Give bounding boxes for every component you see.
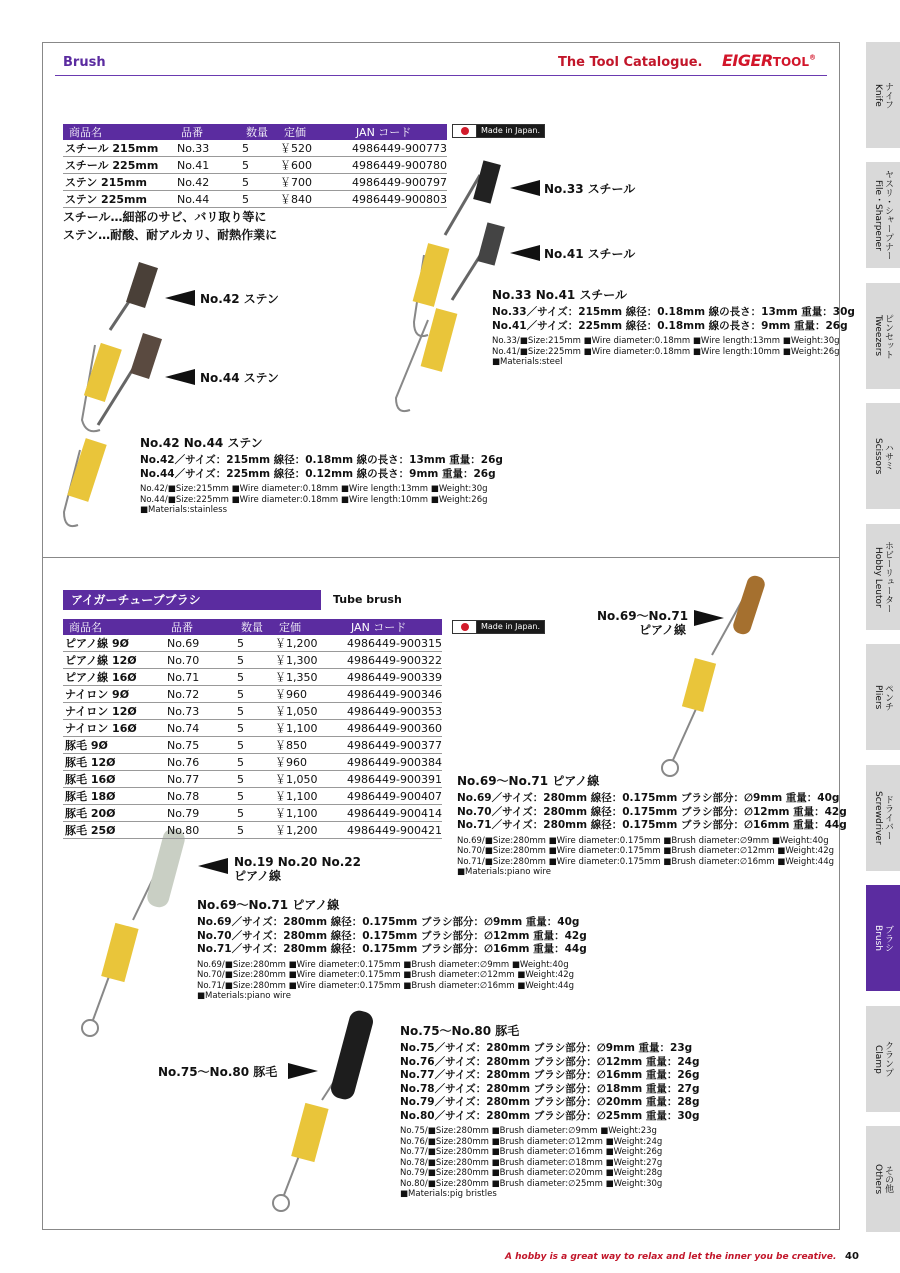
quantity: 5 — [240, 157, 278, 174]
tab-label-en: Pliers — [873, 684, 883, 710]
price: ￥1,050 — [273, 703, 345, 720]
arrow-icon — [165, 369, 195, 385]
item-number: No.42 — [175, 174, 240, 191]
table-row — [63, 805, 442, 822]
price: ￥960 — [273, 754, 345, 771]
quantity: 5 — [235, 771, 273, 788]
tab-label-en: Tweezers — [873, 315, 883, 357]
price: ￥1,100 — [273, 720, 345, 737]
callout-no42: No.42 ステン — [200, 292, 279, 306]
japan-flag-icon — [453, 621, 477, 633]
item-number: No.76 — [165, 754, 235, 771]
spec-block-stainless: No.42 No.44 ステン No.42／サイズ：215mm 線径：0.18mm 線の長さ：13mm 重量：26g No.44／サイズ：225mm 線径：0.12mm 線の長さ：9mm 重量：26g No.42/■Size:215mm ■Wire diameter:0.18mm ■Wire length:13mm ■Weight:30g No.44/■Size:225mm ■Wire diameter:0.18mm ■Wire length:10mm ■Weight:26g ■Materials:stainless — [140, 436, 503, 515]
table-row — [63, 771, 442, 788]
tab-label-ja: ピンセット — [883, 313, 893, 359]
tube-brush-pig-bristle-image — [273, 1008, 375, 1211]
jan-code: 4986449-900773 — [352, 141, 447, 155]
quantity: 5 — [235, 703, 273, 720]
product-table-tube-brush — [63, 619, 442, 839]
product-name: スチール 215mm — [63, 140, 175, 157]
price: ￥850 — [273, 737, 345, 754]
column-header: 商品名 — [63, 124, 175, 140]
price: ￥520 — [278, 140, 350, 157]
table-row — [63, 652, 442, 669]
tab-label-en: Knife — [873, 83, 883, 107]
table-row — [63, 788, 442, 805]
tube-brush-piano-wire-image — [662, 574, 767, 776]
jan-code: 4986449-900384 — [347, 755, 442, 769]
price: ￥700 — [278, 174, 350, 191]
table-row — [63, 822, 442, 839]
jan-code: 4986449-900780 — [352, 158, 447, 172]
column-header: JAN コード — [345, 619, 442, 635]
tab-label-ja: クランプ — [883, 1041, 893, 1077]
item-number: No.77 — [165, 771, 235, 788]
product-name: ステン 225mm — [63, 191, 175, 208]
table-row — [63, 737, 442, 754]
product-name: 豚毛 20Ø — [63, 805, 165, 822]
price: ￥1,350 — [273, 669, 345, 686]
table-row — [63, 754, 442, 771]
product-name: ナイロン 9Ø — [63, 686, 165, 703]
arrow-icon — [694, 610, 724, 626]
product-name: ピアノ線 9Ø — [63, 635, 165, 652]
quantity: 5 — [235, 720, 273, 737]
price: ￥1,300 — [273, 652, 345, 669]
arrow-icon — [198, 858, 228, 874]
jan-code: 4986449-900322 — [347, 653, 442, 667]
table-row — [63, 720, 442, 737]
jan-code: 4986449-900391 — [347, 772, 442, 786]
table-row — [63, 635, 442, 652]
quantity: 5 — [235, 805, 273, 822]
callout-no41: No.41 スチール — [544, 247, 636, 261]
price: ￥1,100 — [273, 805, 345, 822]
usage-description-stainless: ステン…耐酸、耐アルカリ、耐熱作業に — [63, 228, 278, 242]
tab-label-ja: ブラシ — [883, 924, 893, 952]
tube-brush-section-subtitle: Tube brush — [333, 593, 402, 606]
tab-label-en: File・Sharpener — [873, 179, 883, 251]
price: ￥1,100 — [273, 788, 345, 805]
price: ￥960 — [273, 686, 345, 703]
price: ￥840 — [278, 191, 350, 208]
tab-label-ja: ヤスリ・シャープナー — [883, 170, 893, 260]
product-name: 豚毛 18Ø — [63, 788, 165, 805]
page-number: 40 — [845, 1251, 859, 1262]
tab-label-en: Clamp — [873, 1044, 883, 1074]
jan-code: 4986449-900414 — [347, 806, 442, 820]
quantity: 5 — [235, 686, 273, 703]
jan-code: 4986449-900346 — [347, 687, 442, 701]
brand-logo: EIGERTOOL® — [722, 51, 816, 70]
tab-hobby-leutor[interactable] — [866, 524, 900, 630]
quantity: 5 — [240, 174, 278, 191]
product-name: ステン 215mm — [63, 174, 175, 191]
quantity: 5 — [240, 140, 278, 157]
product-name: ピアノ線 16Ø — [63, 669, 165, 686]
jan-code: 4986449-900803 — [352, 192, 447, 206]
tab-label-ja: ホビーリューター — [883, 541, 893, 613]
tab-label-ja: ドライバー — [883, 795, 893, 841]
item-number: No.78 — [165, 788, 235, 805]
price: ￥1,200 — [273, 822, 345, 839]
item-number: No.33 — [175, 140, 240, 157]
tab-label-en: Others — [873, 1163, 883, 1195]
made-in-japan-badge: Made in Japan. — [452, 124, 545, 138]
catalogue-title: The Tool Catalogue. — [558, 55, 703, 70]
tab-pliers[interactable] — [866, 644, 900, 750]
spec-block-piano-wire-right: No.69～No.71 ピアノ線 No.69／サイズ：280mm 線径：0.175mm ブラシ部分：∅9mm 重量：40g No.70／サイズ：280mm 線径：0.175mm ブラシ部分：∅12mm 重量：42g No.71／サイズ：280mm 線径：0.175mm ブラシ部分：∅16mm 重量：44g No.69/■Size:280mm ■Wire diameter:0.175mm ■Brush diameter:∅9mm ■Weight:40g No.70/■Size:280mm ■Wire diameter:0.175mm ■Brush diameter:∅12mm ■Weight:42g No.71/■Size:280mm ■Wire diameter:0.175mm ■Brush diameter:∅16mm ■Weight:44g ■Materials:piano wire — [457, 774, 847, 877]
product-name: ナイロン 16Ø — [63, 720, 165, 737]
column-header: 定価 — [278, 124, 350, 140]
arrow-icon — [510, 245, 540, 261]
item-number: No.44 — [175, 191, 240, 208]
item-number: No.80 — [165, 822, 235, 839]
tube-brush-nylon-image — [82, 827, 187, 1036]
quantity: 5 — [240, 191, 278, 208]
table-row — [63, 669, 442, 686]
made-in-japan-badge: Made in Japan. — [452, 620, 545, 634]
product-name: 豚毛 25Ø — [63, 822, 165, 839]
column-header: 数量 — [235, 619, 273, 635]
jan-code: 4986449-900315 — [347, 636, 442, 650]
item-number: No.75 — [165, 737, 235, 754]
product-name: スチール 225mm — [63, 157, 175, 174]
jan-code: 4986449-900339 — [347, 670, 442, 684]
product-name: 豚毛 9Ø — [63, 737, 165, 754]
item-number: No.70 — [165, 652, 235, 669]
quantity: 5 — [235, 822, 273, 839]
table-row — [63, 686, 442, 703]
item-number: No.72 — [165, 686, 235, 703]
jan-code: 4986449-900421 — [347, 823, 442, 837]
arrow-icon — [510, 180, 540, 196]
product-name: 豚毛 16Ø — [63, 771, 165, 788]
column-header: 定価 — [273, 619, 345, 635]
callout-no69-71: No.69～No.71 ピアノ線 — [597, 609, 689, 637]
column-header: 品番 — [175, 124, 240, 140]
jan-code: 4986449-900353 — [347, 704, 442, 718]
callout-no19-22: No.19 No.20 No.22 ピアノ線 — [234, 855, 361, 883]
product-name: ナイロン 12Ø — [63, 703, 165, 720]
table-row — [63, 703, 442, 720]
item-number: No.74 — [165, 720, 235, 737]
product-name: 豚毛 12Ø — [63, 754, 165, 771]
quantity: 5 — [235, 652, 273, 669]
item-number: No.73 — [165, 703, 235, 720]
column-header: 品番 — [165, 619, 235, 635]
callout-no75-80: No.75～No.80 豚毛 — [158, 1065, 278, 1079]
price: ￥1,050 — [273, 771, 345, 788]
tab-brush[interactable] — [866, 885, 900, 991]
tube-brush-section-title: アイガーチューブブラシ — [63, 590, 321, 610]
tab-tweezers[interactable] — [866, 283, 900, 389]
usage-description-steel: スチール…細部のサビ、バリ取り等に — [63, 210, 267, 224]
column-header: JAN コード — [350, 124, 447, 140]
jan-code: 4986449-900377 — [347, 738, 442, 752]
tab-file-sharpener[interactable] — [866, 162, 900, 268]
tab-scissors[interactable] — [866, 403, 900, 509]
tab-others[interactable] — [866, 1126, 900, 1232]
item-number: No.69 — [165, 635, 235, 652]
tab-screwdriver[interactable] — [866, 765, 900, 871]
wire-brush-no41-image — [396, 222, 505, 411]
callout-no33: No.33 スチール — [544, 182, 636, 196]
arrow-icon — [288, 1063, 318, 1079]
callout-no44: No.44 ステン — [200, 371, 279, 385]
quantity: 5 — [235, 754, 273, 771]
spec-block-piano-wire-left: No.69～No.71 ピアノ線 No.69／サイズ：280mm 線径：0.175mm ブラシ部分：∅9mm 重量：40g No.70／サイズ：280mm 線径：0.175mm ブラシ部分：∅12mm 重量：42g No.71／サイズ：280mm 線径：0.175mm ブラシ部分：∅16mm 重量：44g No.69/■Size:280mm ■Wire diameter:0.175mm ■Brush diameter:∅9mm ■Weight:40g No.70/■Size:280mm ■Wire diameter:0.175mm ■Brush diameter:∅12mm ■Weight:42g No.71/■Size:280mm ■Wire diameter:0.175mm ■Brush diameter:∅16mm ■Weight:44g ■Materials:piano wire — [197, 898, 587, 1001]
footer-tagline: A hobby is a great way to relax and let the inner you be creative. — [505, 1252, 837, 1262]
tab-label-ja: ハサミ — [883, 442, 893, 470]
tab-label-ja: ナイフ — [883, 81, 893, 109]
tab-knife[interactable] — [866, 42, 900, 148]
tab-label-ja: ペンチ — [883, 683, 893, 711]
tab-label-en: Brush — [873, 925, 883, 951]
quantity: 5 — [235, 669, 273, 686]
column-header: 商品名 — [63, 619, 165, 635]
spec-block-pig-bristles: No.75～No.80 豚毛 No.75／サイズ：280mm ブラシ部分：∅9mm 重量：23g No.76／サイズ：280mm ブラシ部分：∅12mm 重量：24g No.77／サイズ：280mm ブラシ部分：∅16mm 重量：26g No.78／サイズ：280mm ブラシ部分：∅18mm 重量：27g No.79／サイズ：280mm ブラシ部分：∅20mm 重量：28g No.80／サイズ：280mm ブラシ部分：∅25mm 重量：30g No.75/■Size:280mm ■Brush diameter:∅9mm ■Weight:23g No.76/■Size:280mm ■Brush diameter:∅12mm ■Weight:24g No.77/■Size:280mm ■Brush diameter:∅16mm ■Weight:26g No.78/■Size:280mm ■Brush diameter:∅18mm ■Weight:27g No.79/■Size:280mm ■Brush diameter:∅20mm ■Weight:28g No.80/■Size:280mm ■Brush diameter:∅25mm ■Weight:30g ■Materials:pig bristles — [400, 1024, 700, 1199]
product-name: ピアノ線 12Ø — [63, 652, 165, 669]
section-title: Brush — [63, 55, 106, 70]
item-number: No.71 — [165, 669, 235, 686]
price: ￥1,200 — [273, 635, 345, 652]
quantity: 5 — [235, 788, 273, 805]
quantity: 5 — [235, 635, 273, 652]
jan-code: 4986449-900797 — [352, 175, 447, 189]
tab-label-en: Hobby Leutor — [873, 546, 883, 608]
price: ￥600 — [278, 157, 350, 174]
item-number: No.79 — [165, 805, 235, 822]
tab-label-en: Screwdriver — [873, 791, 883, 845]
item-number: No.41 — [175, 157, 240, 174]
table-header-row — [63, 619, 442, 635]
spec-block-steel: No.33 No.41 スチール No.33／サイズ：215mm 線径：0.18mm 線の長さ：13mm 重量：30g No.41／サイズ：225mm 線径：0.18mm 線の長さ：9mm 重量：26g No.33/■Size:215mm ■Wire diameter:0.18mm ■Wire length:13mm ■Weight:30g No.41/■Size:225mm ■Wire diameter:0.18mm ■Wire length:10mm ■Weight:26g ■Materials:steel — [492, 288, 855, 367]
jan-code: 4986449-900407 — [347, 789, 442, 803]
jan-code: 4986449-900360 — [347, 721, 442, 735]
arrow-icon — [165, 290, 195, 306]
tab-clamp[interactable] — [866, 1006, 900, 1112]
tab-label-en: Scissors — [873, 437, 883, 475]
quantity: 5 — [235, 737, 273, 754]
tab-label-ja: その他 — [883, 1165, 893, 1193]
column-header: 数量 — [240, 124, 278, 140]
